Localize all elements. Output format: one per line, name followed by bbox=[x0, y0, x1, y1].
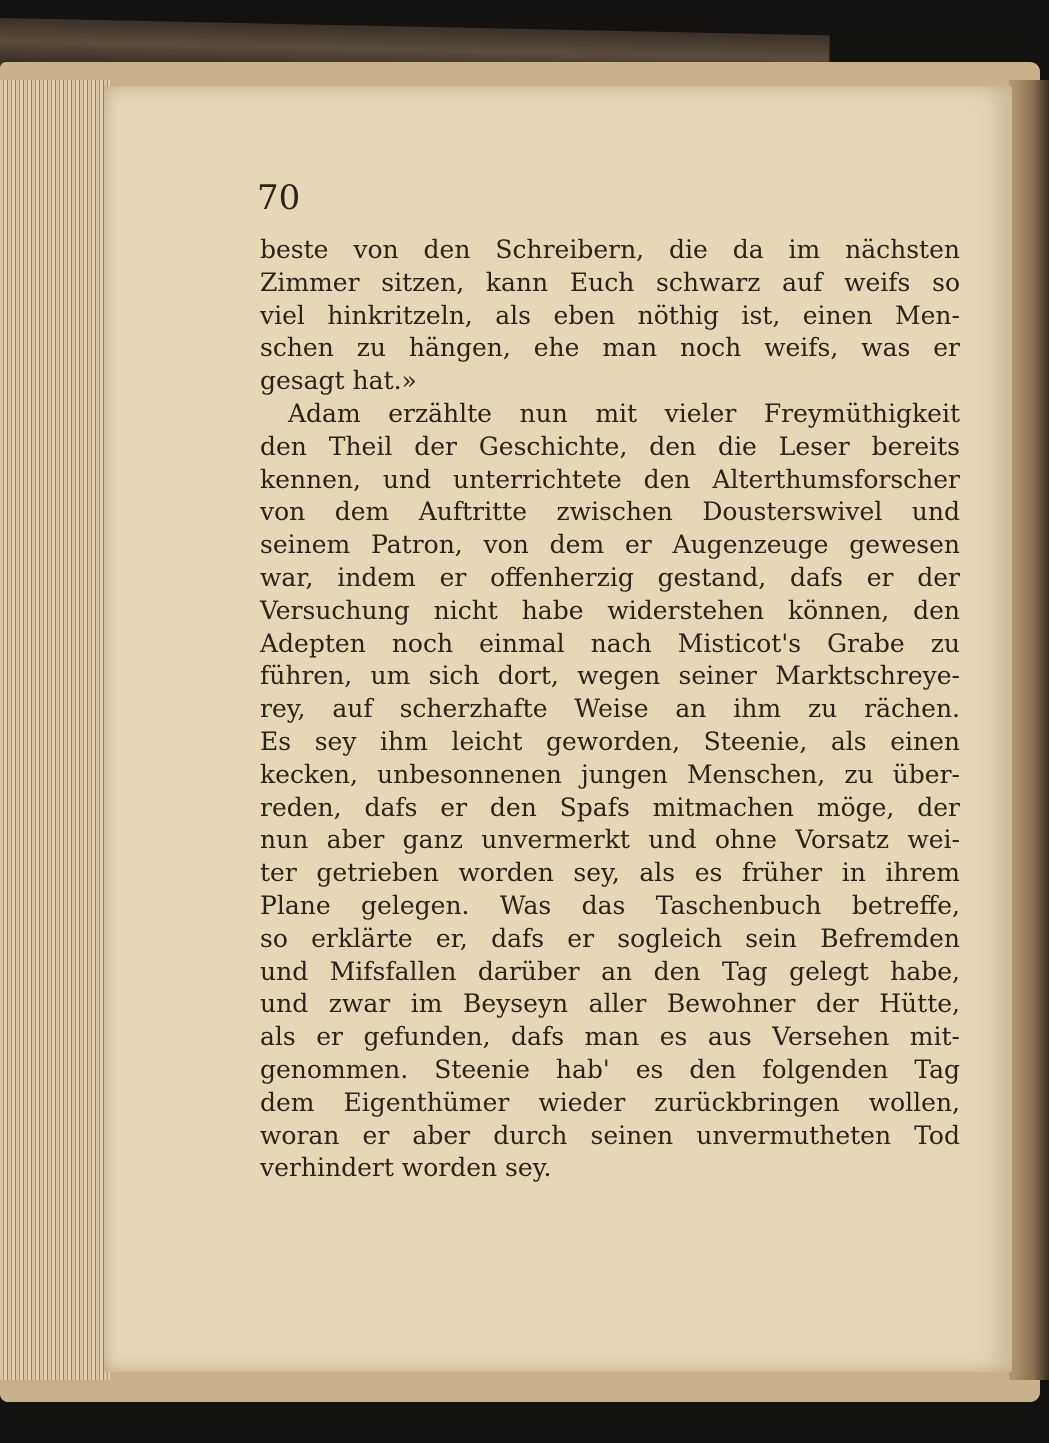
text-line: Adam erzählte nun mit vieler Freymüthigkeit bbox=[288, 398, 960, 428]
text-line: kennen, und unterrichtete den Alterthumsforscher bbox=[260, 464, 960, 494]
text-line: den Theil der Geschichte, den die Leser bereits bbox=[260, 431, 960, 461]
text-line: und zwar im Beyseyn aller Bewohner der Hütte, bbox=[260, 989, 960, 1019]
text-line: gesagt hat.» bbox=[260, 366, 417, 396]
text-line: Zimmer sitzen, kann Euch schwarz auf weifs so bbox=[260, 267, 960, 297]
text-line: reden, dafs er den Spafs mitmachen möge, der bbox=[260, 792, 960, 822]
text-line: und Mifsfallen darüber an den Tag gelegt habe, bbox=[260, 956, 960, 986]
text-line: rey, auf scherzhafte Weise an ihm zu rächen. bbox=[260, 694, 960, 724]
text-line: Plane gelegen. Was das Taschenbuch betreffe, bbox=[260, 890, 960, 920]
text-line: führen, um sich dort, wegen seiner Marktschreye- bbox=[260, 661, 960, 691]
text-line: Versuchung nicht habe widerstehen können, den bbox=[260, 595, 960, 625]
body-text bbox=[260, 234, 960, 1185]
text-line: seinem Patron, von dem er Augenzeuge gewesen bbox=[260, 530, 960, 560]
text-line: kecken, unbesonnenen jungen Menschen, zu über- bbox=[260, 759, 960, 789]
text-line: als er gefunden, dafs man es aus Versehen mit- bbox=[260, 1022, 960, 1052]
text-line: woran er aber durch seinen unvermutheten Tod bbox=[260, 1120, 960, 1150]
book-spine bbox=[1009, 80, 1049, 1380]
text-line: schen zu hängen, ehe man noch weifs, was er bbox=[260, 333, 960, 363]
text-line: Es sey ihm leicht geworden, Steenie, als einen bbox=[260, 726, 960, 756]
text-line: von dem Auftritte zwischen Dousterswivel und bbox=[260, 497, 960, 527]
page-edges bbox=[0, 80, 110, 1380]
text-line: Adepten noch einmal nach Misticot's Grabe zu bbox=[260, 628, 960, 658]
text-line: dem Eigenthümer wieder zurückbringen wollen, bbox=[260, 1087, 960, 1117]
text-line: nun aber ganz unvermerkt und ohne Vorsatz wei- bbox=[260, 825, 960, 855]
text-line: so erklärte er, dafs er sogleich sein Befremden bbox=[260, 923, 960, 953]
text-line: viel hinkritzeln, als eben nöthig ist, einen Men- bbox=[260, 300, 960, 330]
text-line: ter getrieben worden sey, als es früher in ihrem bbox=[260, 858, 960, 888]
text-line: verhindert worden sey. bbox=[260, 1153, 552, 1183]
text-line: war, indem er offenherzig gestand, dafs er der bbox=[260, 562, 960, 592]
page-number: 70 bbox=[257, 178, 301, 218]
text-line: genommen. Steenie hab' es den folgenden Tag bbox=[260, 1054, 960, 1084]
text-line: beste von den Schreibern, die da im nächsten bbox=[260, 235, 960, 264]
